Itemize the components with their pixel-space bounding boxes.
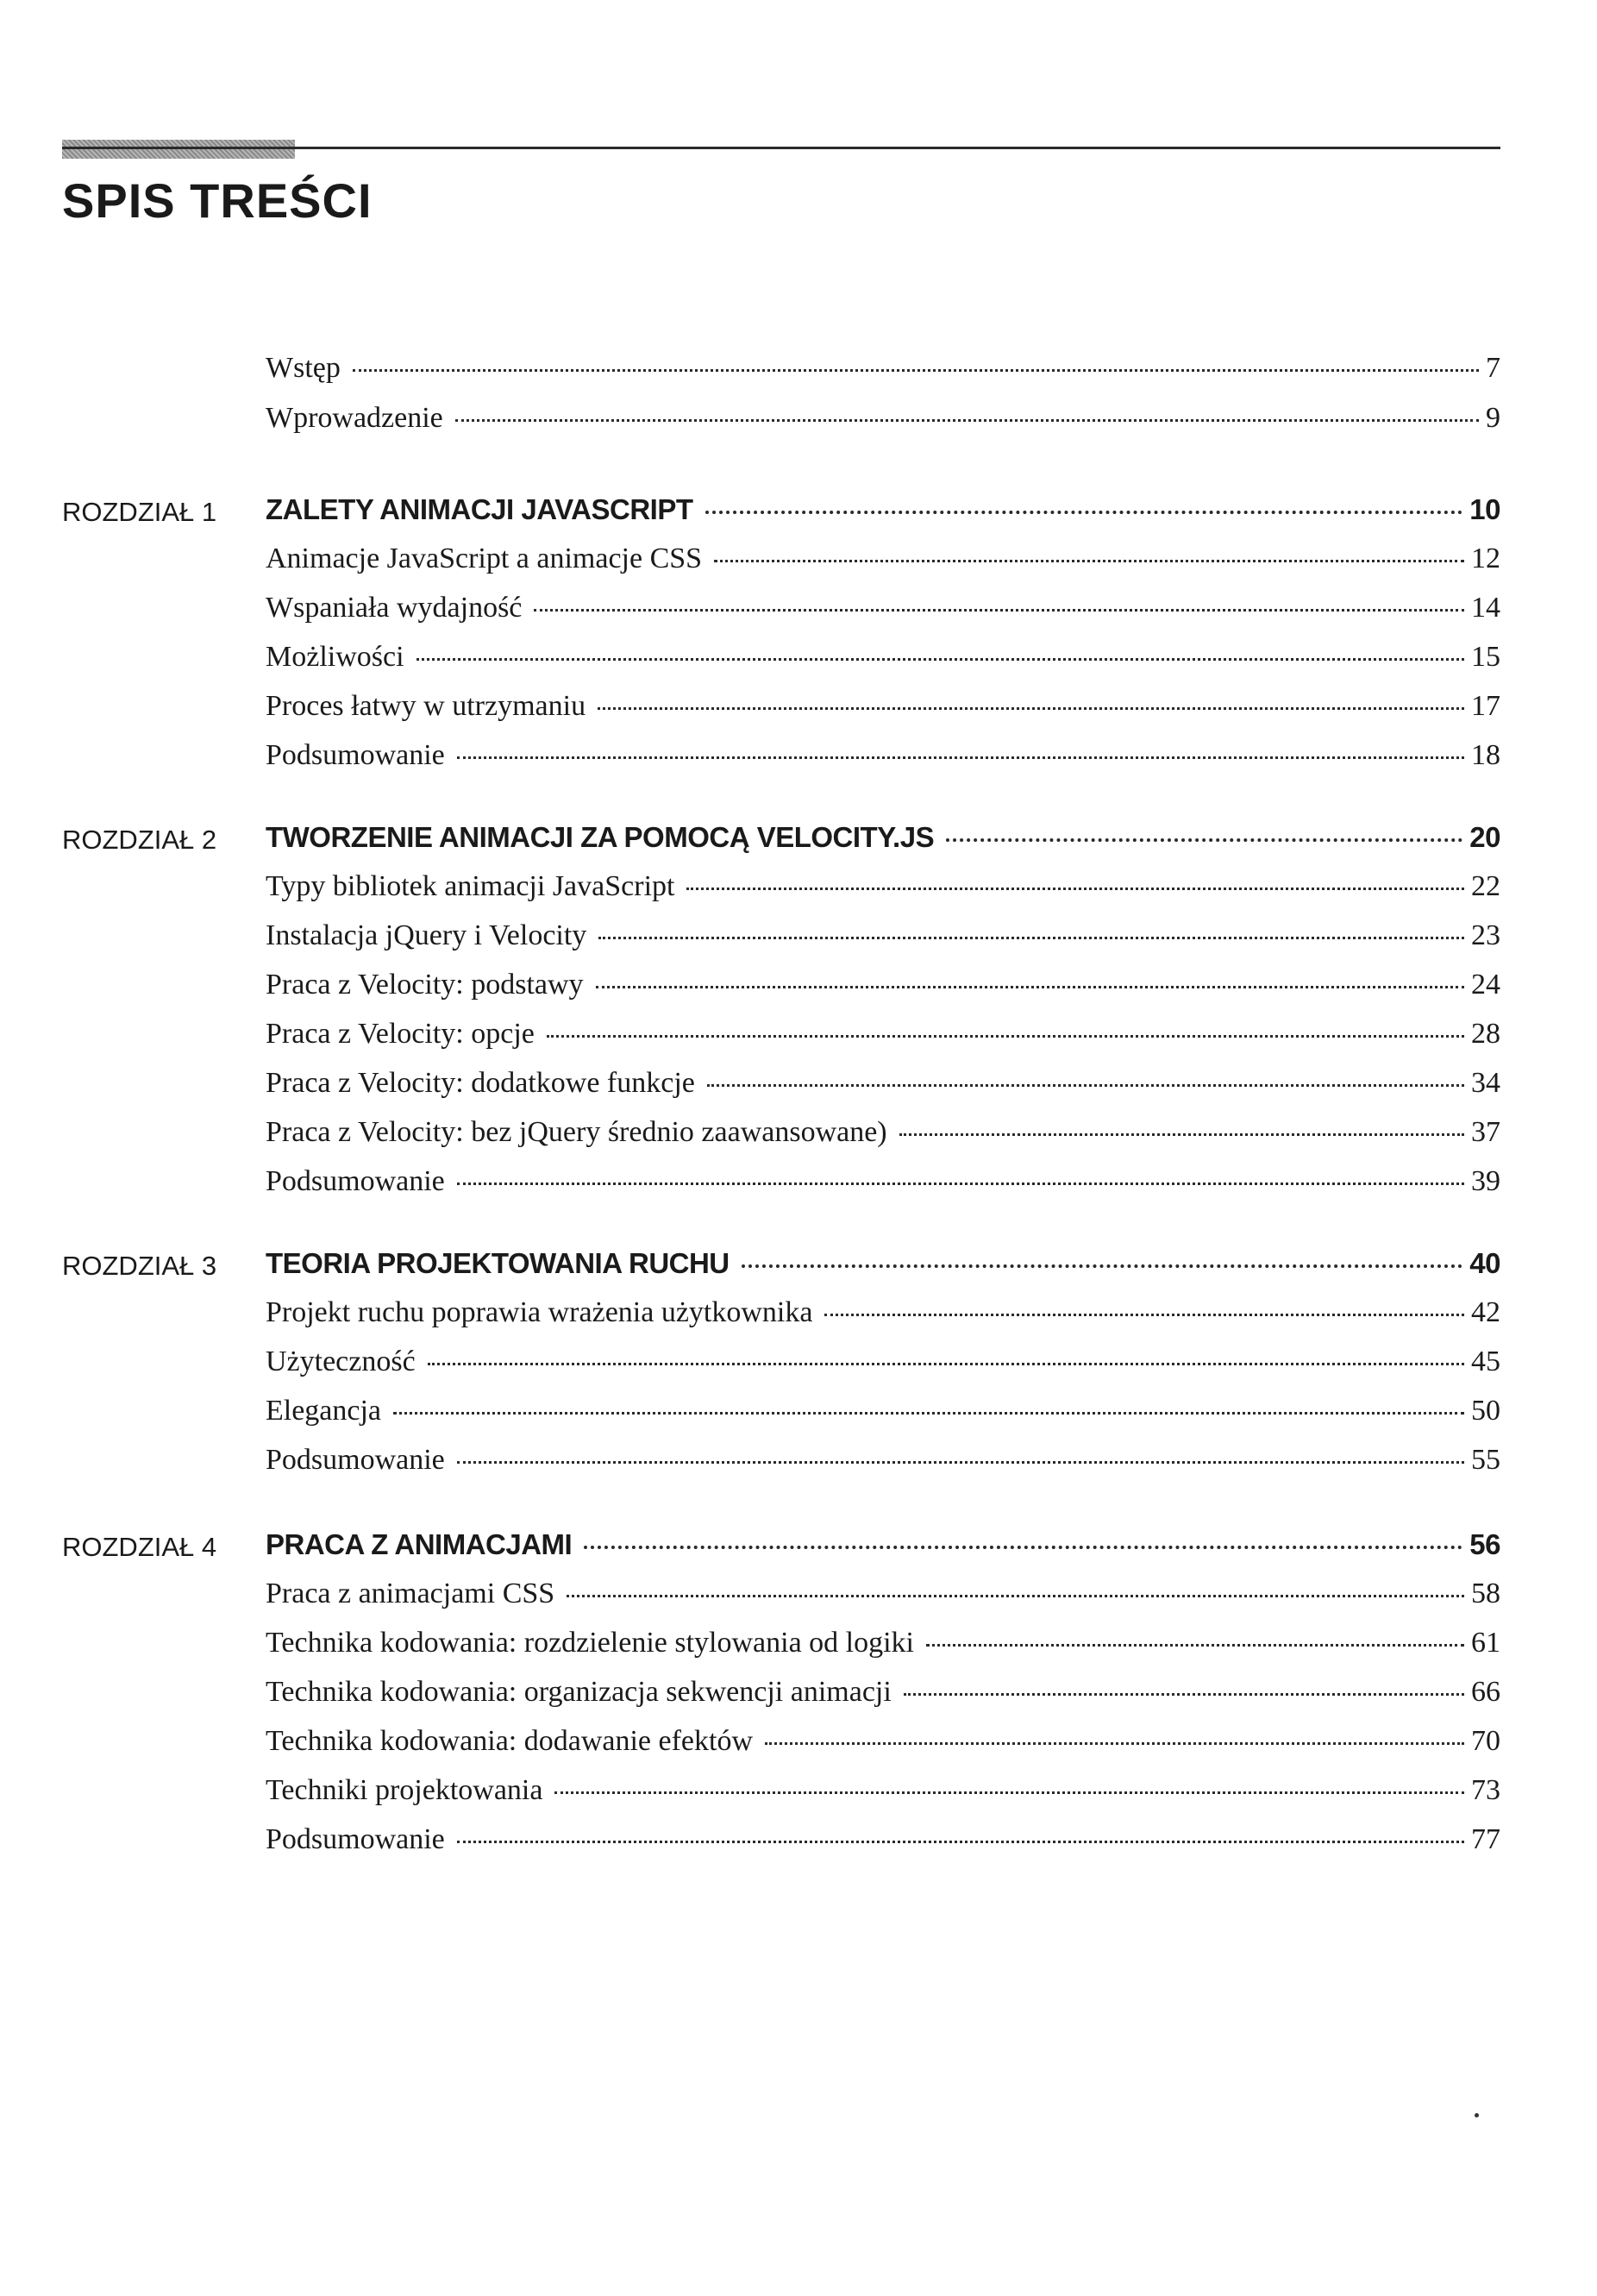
- dot-leader: [457, 756, 1464, 759]
- toc-entry: [266, 690, 1500, 730]
- toc-entry: [266, 1165, 1500, 1205]
- dot-leader: [457, 1461, 1464, 1464]
- toc-entry: [266, 1774, 1500, 1814]
- dot-leader: [904, 1693, 1464, 1696]
- dot-leader: [824, 1314, 1464, 1316]
- toc-entry: [266, 1067, 1500, 1107]
- chapter-title: PRACA Z ANIMACJAMI: [266, 1528, 573, 1560]
- dot-leader: [707, 1084, 1464, 1087]
- dot-leader: [567, 1595, 1464, 1597]
- entry-title: Typy bibliotek animacji JavaScript: [266, 870, 675, 902]
- chapter-label: ROZDZIAŁ 3: [62, 1251, 217, 1281]
- entry-title: Użyteczność: [266, 1346, 416, 1377]
- chapter-page-number: 56: [1469, 1528, 1500, 1560]
- chapter-label: ROZDZIAŁ 2: [62, 825, 217, 855]
- dot-leader: [457, 1841, 1464, 1843]
- entry-page-number: 18: [1471, 739, 1500, 771]
- entry-title: Technika kodowania: organizacja sekwencji animacji: [266, 1676, 892, 1708]
- toc-entry: [266, 1627, 1500, 1666]
- dot-leader: [416, 658, 1464, 661]
- dot-leader: [686, 888, 1464, 890]
- entry-page-number: 61: [1471, 1627, 1500, 1659]
- entry-title: Wspaniała wydajność: [266, 592, 523, 624]
- toc-entry: [266, 1444, 1500, 1484]
- scan-speck: [1475, 2113, 1479, 2117]
- toc-entry: [266, 870, 1500, 910]
- entry-title: Podsumowanie: [266, 739, 445, 771]
- entry-page-number: 28: [1471, 1018, 1500, 1050]
- entry-page-number: 9: [1486, 402, 1500, 434]
- dot-leader: [596, 986, 1464, 988]
- chapter-page-number: 20: [1469, 821, 1500, 853]
- entry-title: Animacje JavaScript a animacje CSS: [266, 543, 703, 574]
- entry-title: Praca z Velocity: opcje: [266, 1018, 535, 1050]
- dot-leader: [705, 511, 1463, 514]
- entry-title: Projekt ruchu poprawia wrażenia użytkownika: [266, 1296, 813, 1328]
- toc-entry: [266, 1018, 1500, 1057]
- entry-page-number: 77: [1471, 1823, 1500, 1855]
- toc-entry: [266, 1578, 1500, 1617]
- entry-page-number: 37: [1471, 1116, 1500, 1148]
- entry-page-number: 66: [1471, 1676, 1500, 1708]
- entry-page-number: 15: [1471, 641, 1500, 673]
- entry-page-number: 24: [1471, 969, 1500, 1001]
- dot-leader: [554, 1791, 1464, 1794]
- entry-title: Wprowadzenie: [266, 402, 443, 434]
- dot-leader: [946, 838, 1462, 842]
- entry-title: Technika kodowania: dodawanie efektów: [266, 1725, 754, 1757]
- entry-title: Proces łatwy w utrzymaniu: [266, 690, 586, 722]
- entry-page-number: 58: [1471, 1578, 1500, 1609]
- dot-leader: [598, 937, 1464, 939]
- dot-leader: [598, 707, 1464, 710]
- entry-page-number: 17: [1471, 690, 1500, 722]
- toc-entry: [266, 1395, 1500, 1434]
- entry-page-number: 42: [1471, 1296, 1500, 1328]
- toc-entry: [266, 543, 1500, 582]
- toc-chapter: [266, 493, 1500, 533]
- header-decorative-bar: [62, 140, 295, 159]
- toc-chapter: [266, 1528, 1500, 1568]
- entry-title: Podsumowanie: [266, 1165, 445, 1197]
- chapter-page-number: 40: [1469, 1247, 1500, 1279]
- toc-entry: [266, 1116, 1500, 1156]
- dot-leader: [455, 419, 1479, 422]
- chapter-title: ZALETY ANIMACJI JAVASCRIPT: [266, 493, 693, 525]
- dot-leader: [714, 560, 1464, 562]
- entry-page-number: 55: [1471, 1444, 1500, 1476]
- dot-leader: [428, 1363, 1464, 1365]
- chapter-title: TEORIA PROJEKTOWANIA RUCHU: [266, 1247, 730, 1279]
- entry-title: Techniki projektowania: [266, 1774, 543, 1806]
- toc-entry: [266, 739, 1500, 779]
- toc-entry: [266, 1823, 1500, 1863]
- toc-chapter: [266, 821, 1500, 861]
- entry-title: Praca z animacjami CSS: [266, 1578, 555, 1609]
- dot-leader: [393, 1412, 1464, 1415]
- entry-title: Praca z Velocity: podstawy: [266, 969, 584, 1001]
- dot-leader: [899, 1133, 1464, 1136]
- header-rule: [62, 147, 1500, 149]
- chapter-page-number: 10: [1469, 493, 1500, 525]
- dot-leader: [353, 369, 1479, 372]
- dot-leader: [742, 1264, 1463, 1268]
- entry-page-number: 34: [1471, 1067, 1500, 1099]
- dot-leader: [926, 1644, 1464, 1647]
- toc-chapter: [266, 1247, 1500, 1287]
- toc-entry: [266, 352, 1500, 392]
- entry-page-number: 22: [1471, 870, 1500, 902]
- dot-leader: [547, 1035, 1464, 1038]
- dot-leader: [584, 1546, 1462, 1549]
- dot-leader: [457, 1183, 1464, 1185]
- toc-entry: [266, 641, 1500, 681]
- entry-title: Wstęp: [266, 352, 341, 384]
- page-title: SPIS TREŚCI: [62, 173, 373, 228]
- toc-entry: [266, 919, 1500, 959]
- entry-page-number: 45: [1471, 1346, 1500, 1377]
- toc-entry: [266, 1676, 1500, 1716]
- toc-entry: [266, 402, 1500, 442]
- chapter-label: ROZDZIAŁ 4: [62, 1532, 217, 1562]
- entry-title: Praca z Velocity: bez jQuery średnio zaawansowane): [266, 1116, 887, 1148]
- entry-page-number: 73: [1471, 1774, 1500, 1806]
- entry-title: Technika kodowania: rozdzielenie stylowania od logiki: [266, 1627, 915, 1659]
- entry-title: Podsumowanie: [266, 1444, 445, 1476]
- dot-leader: [534, 609, 1464, 612]
- toc-entry: [266, 969, 1500, 1008]
- entry-title: Elegancja: [266, 1395, 382, 1427]
- entry-page-number: 14: [1471, 592, 1500, 624]
- entry-title: Instalacja jQuery i Velocity: [266, 919, 587, 951]
- entry-title: Podsumowanie: [266, 1823, 445, 1855]
- entry-title: Możliwości: [266, 641, 404, 673]
- entry-page-number: 12: [1471, 543, 1500, 574]
- toc-entry: [266, 592, 1500, 631]
- chapter-label: ROZDZIAŁ 1: [62, 497, 217, 527]
- entry-title: Praca z Velocity: dodatkowe funkcje: [266, 1067, 695, 1099]
- chapter-title: TWORZENIE ANIMACJI ZA POMOCĄ VELOCITY.JS: [266, 821, 935, 853]
- entry-page-number: 39: [1471, 1165, 1500, 1197]
- toc-entry: [266, 1296, 1500, 1336]
- toc-entry: [266, 1725, 1500, 1765]
- toc-entry: [266, 1346, 1500, 1385]
- entry-page-number: 7: [1486, 352, 1500, 384]
- entry-page-number: 23: [1471, 919, 1500, 951]
- entry-page-number: 70: [1471, 1725, 1500, 1757]
- dot-leader: [765, 1742, 1464, 1745]
- entry-page-number: 50: [1471, 1395, 1500, 1427]
